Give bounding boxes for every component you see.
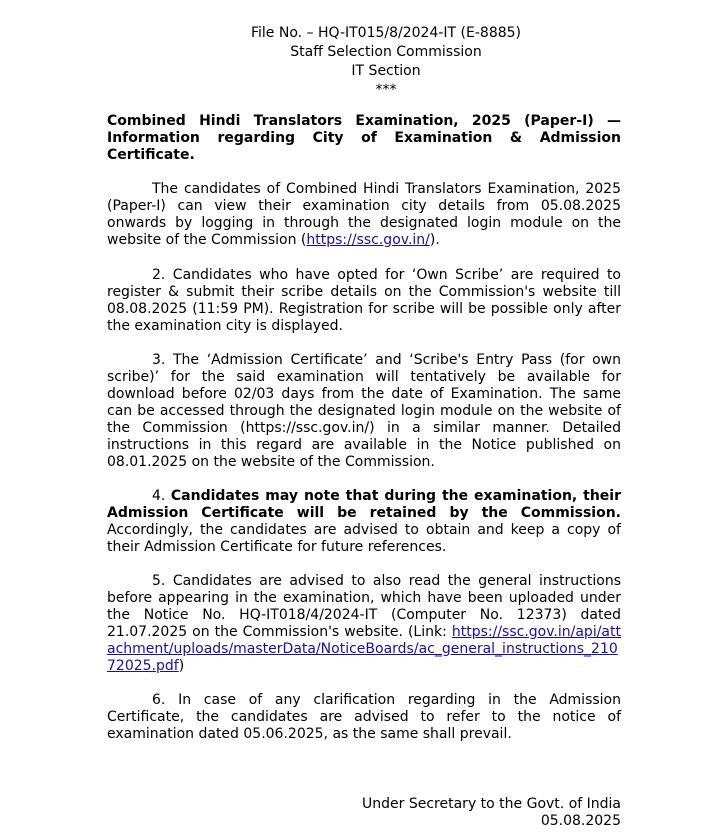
signature-block xyxy=(362,796,621,830)
header-separator: *** xyxy=(375,82,397,98)
paragraph-4-number: 4. xyxy=(152,488,166,504)
paragraph-5-text: 5. Candidates are advised to also read the general instructions before appearing in the examination, which have been uploaded under the Notice No. HQ-IT018/4/2024-IT (Computer No. 12373) dated 21.07.2025 on the Commission's website. (Link: xyxy=(107,573,621,640)
notice-subject: Combined Hindi Translators Examination, 2025 (Paper-I) — Information regarding City of Examination & Admission Certificate. xyxy=(107,113,621,163)
paragraph-6 xyxy=(107,692,621,743)
general-instructions-link[interactable]: https://ssc.gov.in/api/attachment/uploads/masterData/NoticeBoards/ac_general_instructions_21072025.pdf xyxy=(107,624,621,674)
paragraph-2-text: 2. Candidates who have opted for ‘Own Scribe’ are required to register & submit their scribe details on the Commission's website till 08.08.2025 (11:59 PM). Registration for scribe will be possible only after the examination city is displayed. xyxy=(107,267,621,334)
paragraph-2 xyxy=(107,267,621,335)
signatory-designation: Under Secretary to the Govt. of India xyxy=(362,796,621,812)
file-number: File No. – HQ-IT015/8/2024-IT (E-8885) xyxy=(250,25,521,41)
organization-name: Staff Selection Commission xyxy=(290,44,482,60)
paragraph-4 xyxy=(107,488,621,556)
paragraph-3-text: 3. The ‘Admission Certificate’ and ‘Scribe's Entry Pass (for own scribe)’ for the said examination will tentatively be available for download before 02/03 days from the date of Examination. The same can be accessed through the designated login module on the website of the Commission (https://ssc.gov.in/) in a similar manner. Detailed instructions in this regard are available in the Notice published on 08.01.2025 on the website of the Commission. xyxy=(107,352,621,470)
document-header xyxy=(0,24,712,100)
paragraph-4-rest: Accordingly, the candidates are advised to obtain and keep a copy of their Admission Certificate for future references. xyxy=(107,522,621,555)
paragraph-3 xyxy=(107,352,621,471)
paragraph-1-text: The candidates of Combined Hindi Translators Examination, 2025 (Paper-I) can view their examination city details from 05.08.2025 onwards by logging in through the designated login module on the website of the Commission ( xyxy=(107,181,621,248)
signature-date: 05.08.2025 xyxy=(540,813,621,829)
paragraph-5 xyxy=(107,573,621,675)
paragraph-5-end: ) xyxy=(178,658,185,674)
paragraph-1-end: ). xyxy=(429,232,440,248)
paragraph-1 xyxy=(107,181,621,249)
paragraph-4-bold-text: Candidates may note that during the examination, their Admission Certificate will be retained by the Commission. xyxy=(107,488,622,521)
paragraph-6-text: 6. In case of any clarification regarding in the Admission Certificate, the candidates are advised to refer to the notice of examination dated 05.06.2025, as the same shall prevail. xyxy=(107,692,621,742)
ssc-website-link[interactable]: https://ssc.gov.in/ xyxy=(306,232,430,248)
section-name: IT Section xyxy=(351,63,421,79)
